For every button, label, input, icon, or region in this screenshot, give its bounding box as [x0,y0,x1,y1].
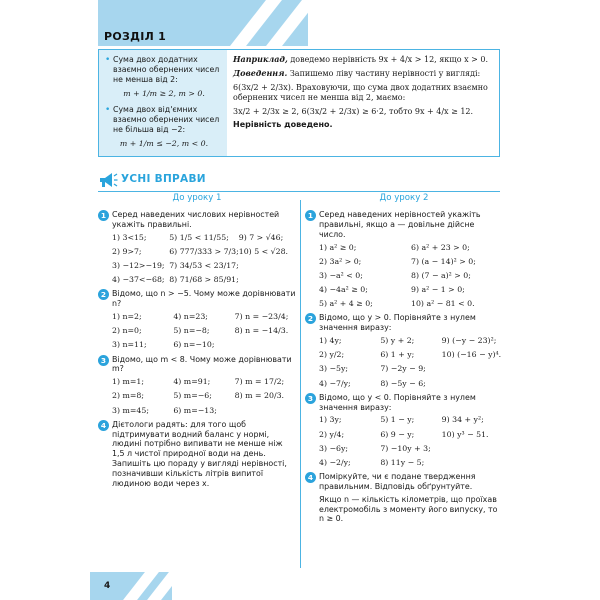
rule-formula-positive [105,89,223,99]
example-label: Наприклад, [233,54,288,64]
task-statement: Якщо n — кількість кілометрів, що проїхав електромобіль з моменту його випуску, то n ≥ 0. [319,494,498,524]
example-intro [233,54,493,65]
example-proof [233,68,493,79]
option: 1) 3y; [319,415,342,425]
option: 3) −12>−19; [112,261,165,271]
option: 1) n=2; [112,312,142,322]
task-question: Серед наведених нерівностей укажіть правильні, якщо a — довільне дійсне число. [319,210,481,239]
option: 9) 7 > √46; [238,232,284,242]
task-2-2 [305,313,503,388]
option: 10) a² − 81 < 0. [411,299,475,309]
option: 5) 1 − y; [380,415,415,425]
option [235,406,296,416]
option: 7) n = −23/4; [234,312,289,322]
task-options [112,312,296,350]
option [442,364,503,374]
task-2-1 [305,210,503,309]
section-header [98,170,500,192]
rule-positive [105,55,223,85]
option: 6) 9 − y; [380,429,415,439]
lesson-1-column [98,193,296,492]
megaphone-icon [98,170,118,190]
task-question: Відомо, що y < 0. Порівняйте з нулем значення виразу: [319,392,476,412]
option: 3) m=45; [112,405,149,415]
task-1-3 [98,355,296,416]
option: 8) 71/68 > 85/91; [169,275,239,285]
task-options [112,233,296,286]
option: 4) −2/y; [319,457,351,467]
example-conclusion: Нерівність доведено. [233,119,333,129]
chapter-title: РОЗДІЛ 1 [104,30,167,43]
option: 8) m = 20/3. [234,391,285,401]
option: 8) 11y − 5; [380,457,425,467]
task-question: Поміркуйте, чи є подане твердження правильним. Відповідь обґрунтуйте. [319,471,476,491]
rule-formula-negative [105,139,223,149]
option: 5) 1/5 < 11/55; [169,232,229,242]
option: 2) y/2; [319,350,345,360]
option: 4) −37<−68; [112,275,165,285]
option [235,340,296,350]
column-divider [300,200,301,568]
example-line-1: 6(3x/2 + 2/3x). Враховуючи, що сума двох додатних взаємно обернених чисел не менша від 2, маємо: [233,82,488,103]
task-number-badge: 3 [98,355,109,366]
option: 4) −4a² ≥ 0; [319,285,368,295]
option: 7) −2y − 9; [380,364,426,374]
theory-box [98,49,500,157]
option [442,444,503,454]
task-question: Відомо, що y > 0. Порівняйте з нулем значення виразу: [319,313,476,333]
task-number-badge: 3 [305,393,316,404]
option: 3) −6y; [319,443,349,453]
option: 2) y/4; [319,429,345,439]
option: 4) −7/y; [319,378,351,388]
option: 7) m = 17/2; [234,377,285,387]
option: 2) 3a² > 0; [319,256,362,266]
option: 5) y + 2; [380,336,415,346]
option: 7) (a − 14)² > 0; [411,256,476,266]
option: 8) (7 − a)² > 0; [411,271,471,281]
option: 2) n=0; [112,326,142,336]
formula-text: m + 1/m ≥ 2, m > 0. [123,89,205,99]
option: 5) a² + 4 ≥ 0; [319,299,373,309]
option [239,275,296,285]
option: 5) m=−6; [173,391,212,401]
option: 5) n=−8; [173,326,210,336]
rule-text: Сума двох додатних взаємно обернених чисел не менша від 2: [113,55,220,85]
lesson-1-heading: До уроку 1 [172,193,222,203]
task-number-badge: 4 [98,420,109,431]
task-options [319,415,503,468]
bullet-icon: • [105,55,111,65]
option: 2) m=8; [112,391,144,401]
option: 1) 4y; [319,336,342,346]
lesson-2-heading: До уроку 2 [379,193,429,203]
task-1-2 [98,289,296,350]
option: 6) a² + 23 > 0; [411,242,470,252]
task-number-badge: 4 [305,472,316,483]
option: 1) 3<15; [112,232,147,242]
proof-text: Запишемо ліву частину нерівності у вигляді: [289,69,481,79]
option: 3) n=11; [112,340,147,350]
task-options [319,243,503,310]
task-number-badge: 1 [305,210,316,221]
example-line-2: 3x/2 + 2/3x ≥ 2, 6(3x/2 + 2/3x) ≥ 6·2, тобто 9x + 4/x ≥ 12. [233,106,474,116]
footer-band [90,572,172,600]
option: 10) y³ − 51. [441,429,489,439]
option: 4) m=91; [173,377,211,387]
option: 7) 34/53 < 23/17; [169,261,239,271]
option: 1) m=1; [112,377,144,387]
option: 10) 5 < √28. [238,247,289,257]
option: 3) −5y; [319,364,349,374]
option: 9) a² − 1 > 0; [411,285,465,295]
rule-text: Сума двох від'ємних взаємно обернених чисел не більша від −2: [113,104,220,134]
option: 6) 777/333 > 7/3; [169,247,239,257]
option: 3) −a² < 0; [319,271,363,281]
task-question: Дієтологи радять: для того щоб підтримувати водний баланс у нормі, людині потрібно випивати не менше ніж 1,5 л чистої природної води на день. Запишіть цю пораду у вигляді нерівності, позначивши кількість літрів випитої людиною води через x. [112,419,287,488]
option: 9) (−y − 23)²; [441,336,497,346]
option: 6) m=−13; [173,405,217,415]
option: 1) a² ≥ 0; [319,242,357,252]
option: 10) (−16 − y)⁴. [441,350,502,360]
example-panel [227,50,499,156]
option: 2) 9>7; [112,247,142,257]
option [239,261,296,271]
option: 4) n=23; [173,312,208,322]
option: 6) n=−10; [173,340,215,350]
task-question: Відомо, що n > −5. Чому може дорівнювати n? [112,289,296,309]
formula-text: m + 1/m ≤ −2, m < 0. [119,138,209,148]
proof-label: Доведення. [233,68,288,79]
page-number: 4 [104,581,111,591]
option: 8) −5y − 6; [380,378,426,388]
task-2-4 [305,472,503,524]
task-options [319,336,503,389]
option: 7) −10y + 3; [380,443,431,453]
task-question: Відомо, що m < 8. Чому може дорівнювати m? [112,354,292,374]
example-text: доведемо нерівність 9x + 4/x > 12, якщо x > 0. [290,55,489,64]
task-1-1 [98,210,296,285]
rules-panel [99,50,227,156]
task-number-badge: 2 [305,313,316,324]
rule-negative [105,105,223,135]
option [442,379,503,389]
task-question: Серед наведених числових нерівностей укажіть правильні. [112,210,280,230]
bullet-icon: • [105,104,111,115]
task-2-3 [305,393,503,468]
option [442,458,503,468]
option: 6) 1 + y; [380,350,415,360]
section-title: УСНІ ВПРАВИ [121,173,206,185]
lesson-2-column [305,193,503,527]
task-1-4 [98,420,296,489]
task-number-badge: 2 [98,289,109,300]
option: 8) n = −14/3. [234,326,289,336]
task-number-badge: 1 [98,210,109,221]
option: 9) 34 + y²; [441,415,484,425]
task-options [112,377,296,415]
